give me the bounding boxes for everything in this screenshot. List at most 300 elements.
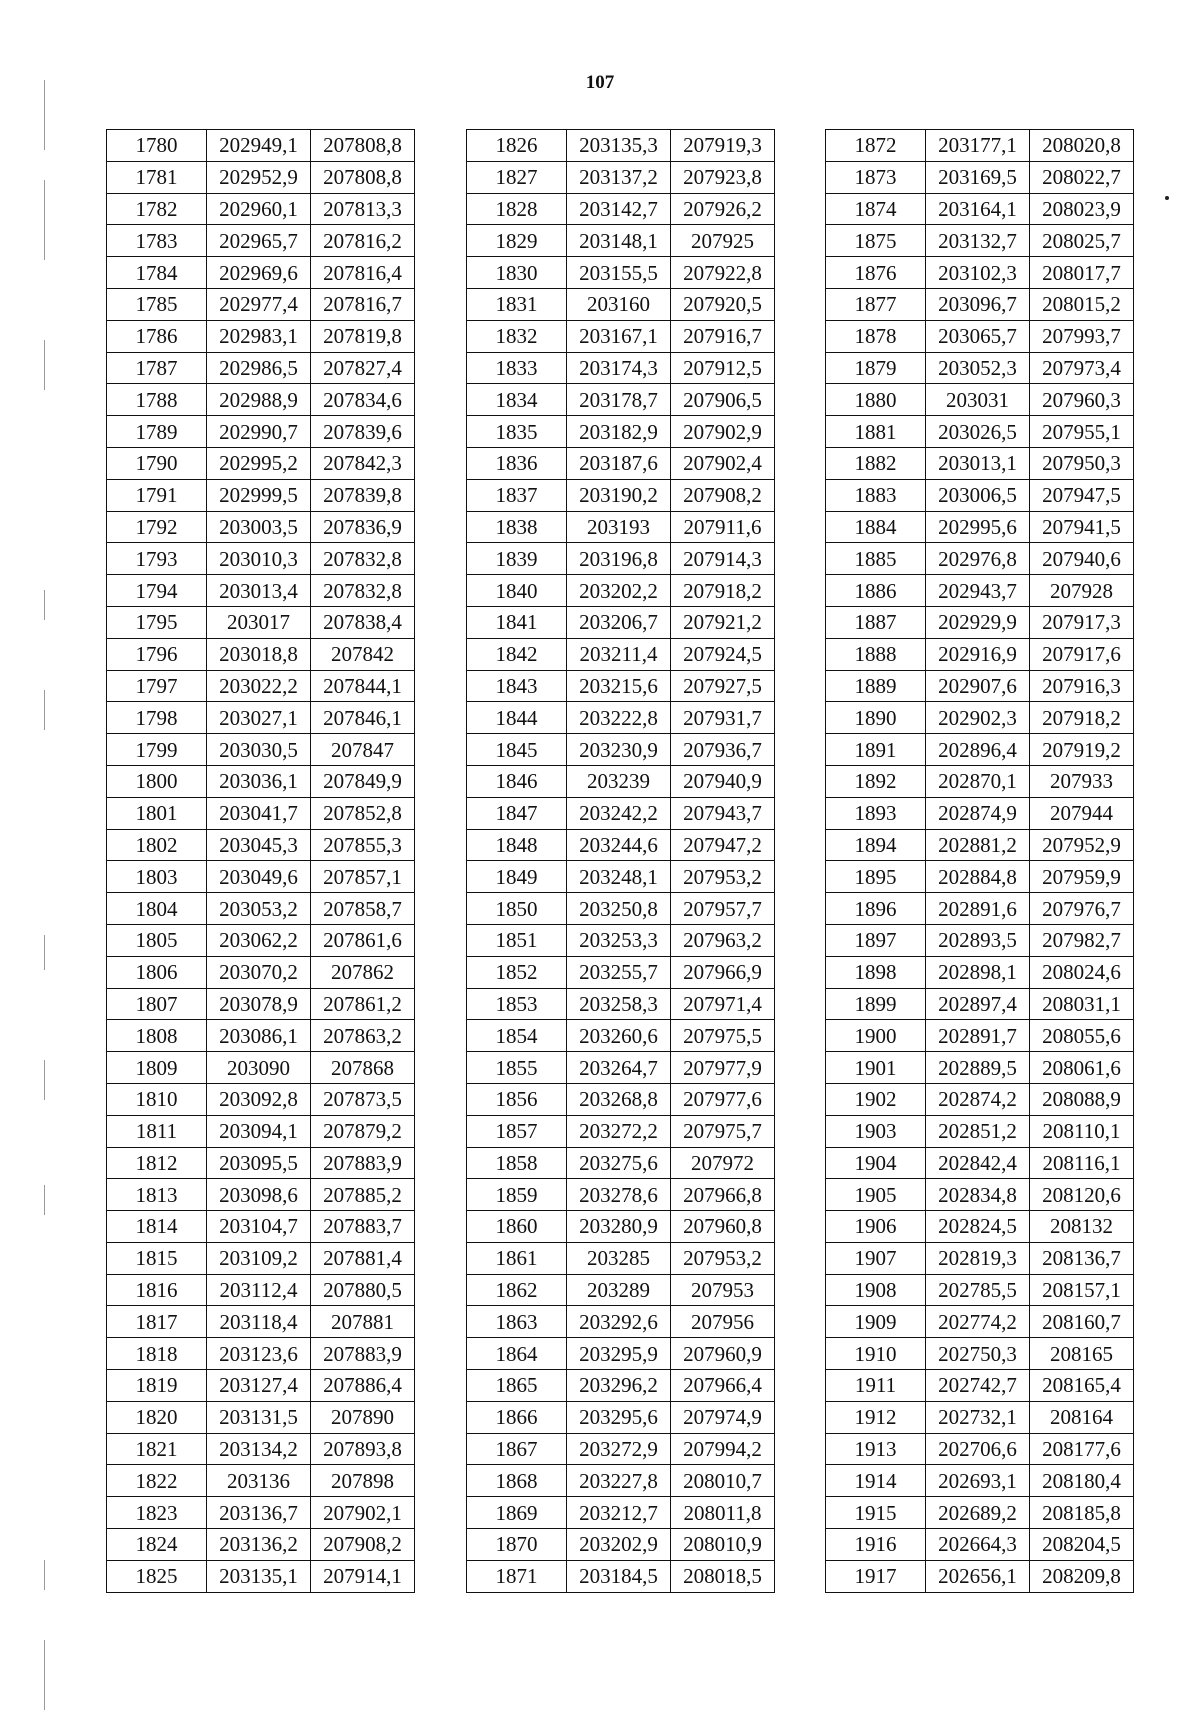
x-coordinate-cell: 202889,5 [926, 1052, 1030, 1084]
y-coordinate-cell: 207881,4 [311, 1242, 415, 1274]
y-coordinate-cell: 207917,6 [1030, 638, 1134, 670]
table-row [107, 352, 415, 384]
y-coordinate-cell: 207956 [671, 1306, 775, 1338]
table-row [826, 320, 1134, 352]
y-coordinate-cell: 207975,7 [671, 1115, 775, 1147]
point-number-cell: 1879 [826, 352, 926, 384]
y-coordinate-cell: 208061,6 [1030, 1052, 1134, 1084]
y-coordinate-cell: 207863,2 [311, 1020, 415, 1052]
point-number-cell: 1819 [107, 1370, 207, 1402]
table-row [467, 702, 775, 734]
x-coordinate-cell: 203018,8 [207, 638, 311, 670]
y-coordinate-cell: 207834,6 [311, 384, 415, 416]
x-coordinate-cell: 203260,6 [567, 1020, 671, 1052]
table-row [107, 543, 415, 575]
table-row [826, 829, 1134, 861]
x-coordinate-cell: 203187,6 [567, 447, 671, 479]
y-coordinate-cell: 207902,9 [671, 416, 775, 448]
y-coordinate-cell: 207858,7 [311, 893, 415, 925]
y-coordinate-cell: 207940,6 [1030, 543, 1134, 575]
y-coordinate-cell: 207906,5 [671, 384, 775, 416]
point-number-cell: 1839 [467, 543, 567, 575]
point-number-cell: 1846 [467, 765, 567, 797]
x-coordinate-cell: 203178,7 [567, 384, 671, 416]
table-row [467, 797, 775, 829]
y-coordinate-cell: 208120,6 [1030, 1179, 1134, 1211]
table-row [467, 765, 775, 797]
point-number-cell: 1898 [826, 956, 926, 988]
y-coordinate-cell: 207836,9 [311, 511, 415, 543]
x-coordinate-cell: 203090 [207, 1052, 311, 1084]
y-coordinate-cell: 207893,8 [311, 1433, 415, 1465]
point-number-cell: 1885 [826, 543, 926, 575]
table-row [107, 130, 415, 162]
point-number-cell: 1780 [107, 130, 207, 162]
point-number-cell: 1854 [467, 1020, 567, 1052]
point-number-cell: 1814 [107, 1211, 207, 1243]
x-coordinate-cell: 202986,5 [207, 352, 311, 384]
y-coordinate-cell: 207940,9 [671, 765, 775, 797]
table-row [826, 670, 1134, 702]
table-row [107, 606, 415, 638]
point-number-cell: 1861 [467, 1242, 567, 1274]
table-row [826, 1083, 1134, 1115]
table-row [107, 575, 415, 607]
y-coordinate-cell: 207972 [671, 1147, 775, 1179]
page-number: 107 [585, 72, 615, 93]
point-number-cell: 1891 [826, 734, 926, 766]
point-number-cell: 1810 [107, 1083, 207, 1115]
table-row [107, 1211, 415, 1243]
point-number-cell: 1859 [467, 1179, 567, 1211]
x-coordinate-cell: 202999,5 [207, 479, 311, 511]
point-number-cell: 1911 [826, 1370, 926, 1402]
x-coordinate-cell: 203078,9 [207, 988, 311, 1020]
point-number-cell: 1906 [826, 1211, 926, 1243]
table-row [826, 1338, 1134, 1370]
point-number-cell: 1828 [467, 193, 567, 225]
table-row [107, 1529, 415, 1561]
table-row [107, 1274, 415, 1306]
x-coordinate-cell: 203292,6 [567, 1306, 671, 1338]
y-coordinate-cell: 207947,5 [1030, 479, 1134, 511]
y-coordinate-cell: 207973,4 [1030, 352, 1134, 384]
table-row [826, 1401, 1134, 1433]
point-number-cell: 1785 [107, 288, 207, 320]
x-coordinate-cell: 203031 [926, 384, 1030, 416]
point-number-cell: 1889 [826, 670, 926, 702]
point-number-cell: 1825 [107, 1560, 207, 1592]
x-coordinate-cell: 203095,5 [207, 1147, 311, 1179]
point-number-cell: 1812 [107, 1147, 207, 1179]
y-coordinate-cell: 208018,5 [671, 1560, 775, 1592]
y-coordinate-cell: 207842,3 [311, 447, 415, 479]
x-coordinate-cell: 202943,7 [926, 575, 1030, 607]
y-coordinate-cell: 207993,7 [1030, 320, 1134, 352]
scan-margin-line [44, 590, 45, 620]
y-coordinate-cell: 207955,1 [1030, 416, 1134, 448]
x-coordinate-cell: 203211,4 [567, 638, 671, 670]
y-coordinate-cell: 207924,5 [671, 638, 775, 670]
table-row [467, 1020, 775, 1052]
y-coordinate-cell: 207914,1 [311, 1560, 415, 1592]
y-coordinate-cell: 207926,2 [671, 193, 775, 225]
x-coordinate-cell: 203222,8 [567, 702, 671, 734]
point-number-cell: 1795 [107, 606, 207, 638]
y-coordinate-cell: 208136,7 [1030, 1242, 1134, 1274]
table-row [826, 606, 1134, 638]
y-coordinate-cell: 207813,3 [311, 193, 415, 225]
y-coordinate-cell: 207839,8 [311, 479, 415, 511]
y-coordinate-cell: 208020,8 [1030, 130, 1134, 162]
point-number-cell: 1912 [826, 1401, 926, 1433]
y-coordinate-cell: 208165,4 [1030, 1370, 1134, 1402]
x-coordinate-cell: 202742,7 [926, 1370, 1030, 1402]
point-number-cell: 1813 [107, 1179, 207, 1211]
y-coordinate-cell: 208177,6 [1030, 1433, 1134, 1465]
y-coordinate-cell: 207925 [671, 225, 775, 257]
table-row [467, 447, 775, 479]
x-coordinate-cell: 203164,1 [926, 193, 1030, 225]
point-number-cell: 1840 [467, 575, 567, 607]
x-coordinate-cell: 203184,5 [567, 1560, 671, 1592]
table-row [467, 384, 775, 416]
scan-speck [1165, 196, 1169, 200]
table-row [467, 1179, 775, 1211]
table-row [107, 1497, 415, 1529]
y-coordinate-cell: 208011,8 [671, 1497, 775, 1529]
x-coordinate-cell: 203136,7 [207, 1497, 311, 1529]
x-coordinate-cell: 202898,1 [926, 956, 1030, 988]
table-row [467, 130, 775, 162]
point-number-cell: 1803 [107, 861, 207, 893]
x-coordinate-cell: 202965,7 [207, 225, 311, 257]
table-row [467, 829, 775, 861]
table-row [467, 1211, 775, 1243]
point-number-cell: 1801 [107, 797, 207, 829]
table-row [826, 1560, 1134, 1592]
table-row [826, 734, 1134, 766]
y-coordinate-cell: 207952,9 [1030, 829, 1134, 861]
scan-margin-line [44, 935, 45, 970]
table-row [107, 1338, 415, 1370]
y-coordinate-cell: 208010,7 [671, 1465, 775, 1497]
x-coordinate-cell: 202842,4 [926, 1147, 1030, 1179]
y-coordinate-cell: 207914,3 [671, 543, 775, 575]
table-row [826, 130, 1134, 162]
point-number-cell: 1783 [107, 225, 207, 257]
point-number-cell: 1878 [826, 320, 926, 352]
x-coordinate-cell: 202983,1 [207, 320, 311, 352]
table-row [107, 320, 415, 352]
point-number-cell: 1882 [826, 447, 926, 479]
x-coordinate-cell: 203202,2 [567, 575, 671, 607]
table-row [467, 288, 775, 320]
point-number-cell: 1864 [467, 1338, 567, 1370]
x-coordinate-cell: 203102,3 [926, 257, 1030, 289]
table-row [107, 161, 415, 193]
coordinates-table-2 [466, 129, 775, 1593]
x-coordinate-cell: 202689,2 [926, 1497, 1030, 1529]
y-coordinate-cell: 208110,1 [1030, 1115, 1134, 1147]
table-row [467, 352, 775, 384]
x-coordinate-cell: 202891,7 [926, 1020, 1030, 1052]
y-coordinate-cell: 207842 [311, 638, 415, 670]
point-number-cell: 1863 [467, 1306, 567, 1338]
point-number-cell: 1870 [467, 1529, 567, 1561]
x-coordinate-cell: 202656,1 [926, 1560, 1030, 1592]
y-coordinate-cell: 208023,9 [1030, 193, 1134, 225]
x-coordinate-cell: 203109,2 [207, 1242, 311, 1274]
table-row [467, 1465, 775, 1497]
table-row [826, 1497, 1134, 1529]
table-row [107, 734, 415, 766]
table-row [826, 511, 1134, 543]
point-number-cell: 1869 [467, 1497, 567, 1529]
table-row [107, 1560, 415, 1592]
y-coordinate-cell: 207816,2 [311, 225, 415, 257]
y-coordinate-cell: 208160,7 [1030, 1306, 1134, 1338]
y-coordinate-cell: 207916,3 [1030, 670, 1134, 702]
y-coordinate-cell: 208010,9 [671, 1529, 775, 1561]
x-coordinate-cell: 202664,3 [926, 1529, 1030, 1561]
point-number-cell: 1790 [107, 447, 207, 479]
point-number-cell: 1884 [826, 511, 926, 543]
point-number-cell: 1832 [467, 320, 567, 352]
point-number-cell: 1811 [107, 1115, 207, 1147]
y-coordinate-cell: 207879,2 [311, 1115, 415, 1147]
y-coordinate-cell: 207912,5 [671, 352, 775, 384]
x-coordinate-cell: 202881,2 [926, 829, 1030, 861]
table-row [467, 161, 775, 193]
table-row [107, 988, 415, 1020]
point-number-cell: 1860 [467, 1211, 567, 1243]
table-row [467, 893, 775, 925]
point-number-cell: 1868 [467, 1465, 567, 1497]
y-coordinate-cell: 207908,2 [671, 479, 775, 511]
x-coordinate-cell: 203132,7 [926, 225, 1030, 257]
point-number-cell: 1791 [107, 479, 207, 511]
table-row [467, 416, 775, 448]
table-row [826, 1242, 1134, 1274]
point-number-cell: 1899 [826, 988, 926, 1020]
x-coordinate-cell: 203264,7 [567, 1052, 671, 1084]
table-row [826, 1052, 1134, 1084]
x-coordinate-cell: 203098,6 [207, 1179, 311, 1211]
x-coordinate-cell: 203253,3 [567, 924, 671, 956]
x-coordinate-cell: 202706,6 [926, 1433, 1030, 1465]
x-coordinate-cell: 202732,1 [926, 1401, 1030, 1433]
point-number-cell: 1866 [467, 1401, 567, 1433]
point-number-cell: 1822 [107, 1465, 207, 1497]
y-coordinate-cell: 208132 [1030, 1211, 1134, 1243]
x-coordinate-cell: 203041,7 [207, 797, 311, 829]
x-coordinate-cell: 203250,8 [567, 893, 671, 925]
point-number-cell: 1845 [467, 734, 567, 766]
point-number-cell: 1907 [826, 1242, 926, 1274]
point-number-cell: 1916 [826, 1529, 926, 1561]
y-coordinate-cell: 207931,7 [671, 702, 775, 734]
x-coordinate-cell: 203127,4 [207, 1370, 311, 1402]
table-row [467, 1560, 775, 1592]
x-coordinate-cell: 203131,5 [207, 1401, 311, 1433]
x-coordinate-cell: 202893,5 [926, 924, 1030, 956]
table-row [107, 288, 415, 320]
y-coordinate-cell: 207928 [1030, 575, 1134, 607]
x-coordinate-cell: 202897,4 [926, 988, 1030, 1020]
table-row [826, 1020, 1134, 1052]
table-row [107, 797, 415, 829]
y-coordinate-cell: 207883,9 [311, 1338, 415, 1370]
x-coordinate-cell: 202870,1 [926, 765, 1030, 797]
y-coordinate-cell: 207846,1 [311, 702, 415, 734]
x-coordinate-cell: 202969,6 [207, 257, 311, 289]
x-coordinate-cell: 203136,2 [207, 1529, 311, 1561]
x-coordinate-cell: 202693,1 [926, 1465, 1030, 1497]
point-number-cell: 1844 [467, 702, 567, 734]
y-coordinate-cell: 207916,7 [671, 320, 775, 352]
y-coordinate-cell: 207855,3 [311, 829, 415, 861]
x-coordinate-cell: 202990,7 [207, 416, 311, 448]
x-coordinate-cell: 203206,7 [567, 606, 671, 638]
x-coordinate-cell: 203169,5 [926, 161, 1030, 193]
y-coordinate-cell: 207919,3 [671, 130, 775, 162]
y-coordinate-cell: 208157,1 [1030, 1274, 1134, 1306]
point-number-cell: 1799 [107, 734, 207, 766]
point-number-cell: 1823 [107, 1497, 207, 1529]
point-number-cell: 1865 [467, 1370, 567, 1402]
table-row [107, 1020, 415, 1052]
point-number-cell: 1901 [826, 1052, 926, 1084]
point-number-cell: 1856 [467, 1083, 567, 1115]
table-row [107, 479, 415, 511]
table-row [107, 257, 415, 289]
x-coordinate-cell: 202851,2 [926, 1115, 1030, 1147]
y-coordinate-cell: 207994,2 [671, 1433, 775, 1465]
x-coordinate-cell: 202874,2 [926, 1083, 1030, 1115]
point-number-cell: 1890 [826, 702, 926, 734]
point-number-cell: 1851 [467, 924, 567, 956]
x-coordinate-cell: 203022,2 [207, 670, 311, 702]
y-coordinate-cell: 207902,4 [671, 447, 775, 479]
table-row [467, 575, 775, 607]
y-coordinate-cell: 207957,7 [671, 893, 775, 925]
y-coordinate-cell: 207982,7 [1030, 924, 1134, 956]
y-coordinate-cell: 207819,8 [311, 320, 415, 352]
y-coordinate-cell: 208025,7 [1030, 225, 1134, 257]
point-number-cell: 1788 [107, 384, 207, 416]
x-coordinate-cell: 203190,2 [567, 479, 671, 511]
point-number-cell: 1849 [467, 861, 567, 893]
scan-margin-line [44, 1185, 45, 1215]
point-number-cell: 1837 [467, 479, 567, 511]
x-coordinate-cell: 203045,3 [207, 829, 311, 861]
x-coordinate-cell: 202995,2 [207, 447, 311, 479]
point-number-cell: 1893 [826, 797, 926, 829]
x-coordinate-cell: 203104,7 [207, 1211, 311, 1243]
table-row [467, 1274, 775, 1306]
point-number-cell: 1784 [107, 257, 207, 289]
x-coordinate-cell: 203280,9 [567, 1211, 671, 1243]
y-coordinate-cell: 207947,2 [671, 829, 775, 861]
y-coordinate-cell: 208022,7 [1030, 161, 1134, 193]
x-coordinate-cell: 203285 [567, 1242, 671, 1274]
table-row [467, 1052, 775, 1084]
x-coordinate-cell: 202949,1 [207, 130, 311, 162]
point-number-cell: 1883 [826, 479, 926, 511]
y-coordinate-cell: 208031,1 [1030, 988, 1134, 1020]
table-row [826, 861, 1134, 893]
x-coordinate-cell: 203296,2 [567, 1370, 671, 1402]
x-coordinate-cell: 203123,6 [207, 1338, 311, 1370]
x-coordinate-cell: 203202,9 [567, 1529, 671, 1561]
y-coordinate-cell: 207808,8 [311, 130, 415, 162]
y-coordinate-cell: 207852,8 [311, 797, 415, 829]
table-row [107, 670, 415, 702]
table-row [826, 575, 1134, 607]
scan-margin-line [44, 180, 45, 260]
table-row [467, 861, 775, 893]
y-coordinate-cell: 207966,8 [671, 1179, 775, 1211]
y-coordinate-cell: 207862 [311, 956, 415, 988]
y-coordinate-cell: 207950,3 [1030, 447, 1134, 479]
table-row [826, 1211, 1134, 1243]
table-row [107, 1465, 415, 1497]
x-coordinate-cell: 203215,6 [567, 670, 671, 702]
x-coordinate-cell: 202750,3 [926, 1338, 1030, 1370]
point-number-cell: 1815 [107, 1242, 207, 1274]
point-number-cell: 1818 [107, 1338, 207, 1370]
table-row [826, 161, 1134, 193]
x-coordinate-cell: 202952,9 [207, 161, 311, 193]
table-row [467, 606, 775, 638]
x-coordinate-cell: 203177,1 [926, 130, 1030, 162]
x-coordinate-cell: 203239 [567, 765, 671, 797]
point-number-cell: 1826 [467, 130, 567, 162]
point-number-cell: 1836 [467, 447, 567, 479]
table-row [107, 1179, 415, 1211]
x-coordinate-cell: 202774,2 [926, 1306, 1030, 1338]
table-row [826, 797, 1134, 829]
x-coordinate-cell: 203013,1 [926, 447, 1030, 479]
scan-margin-line [44, 1060, 45, 1100]
y-coordinate-cell: 207844,1 [311, 670, 415, 702]
y-coordinate-cell: 208116,1 [1030, 1147, 1134, 1179]
point-number-cell: 1892 [826, 765, 926, 797]
y-coordinate-cell: 207861,2 [311, 988, 415, 1020]
x-coordinate-cell: 203086,1 [207, 1020, 311, 1052]
y-coordinate-cell: 207918,2 [671, 575, 775, 607]
point-number-cell: 1848 [467, 829, 567, 861]
table-row [826, 288, 1134, 320]
table-row [826, 1115, 1134, 1147]
point-number-cell: 1897 [826, 924, 926, 956]
point-number-cell: 1809 [107, 1052, 207, 1084]
table-row [467, 924, 775, 956]
point-number-cell: 1905 [826, 1179, 926, 1211]
table-row [826, 479, 1134, 511]
x-coordinate-cell: 203275,6 [567, 1147, 671, 1179]
y-coordinate-cell: 207953 [671, 1274, 775, 1306]
x-coordinate-cell: 203036,1 [207, 765, 311, 797]
table-row [467, 320, 775, 352]
y-coordinate-cell: 208185,8 [1030, 1497, 1134, 1529]
y-coordinate-cell: 207918,2 [1030, 702, 1134, 734]
table-row [107, 193, 415, 225]
point-number-cell: 1867 [467, 1433, 567, 1465]
y-coordinate-cell: 207971,4 [671, 988, 775, 1020]
point-number-cell: 1816 [107, 1274, 207, 1306]
